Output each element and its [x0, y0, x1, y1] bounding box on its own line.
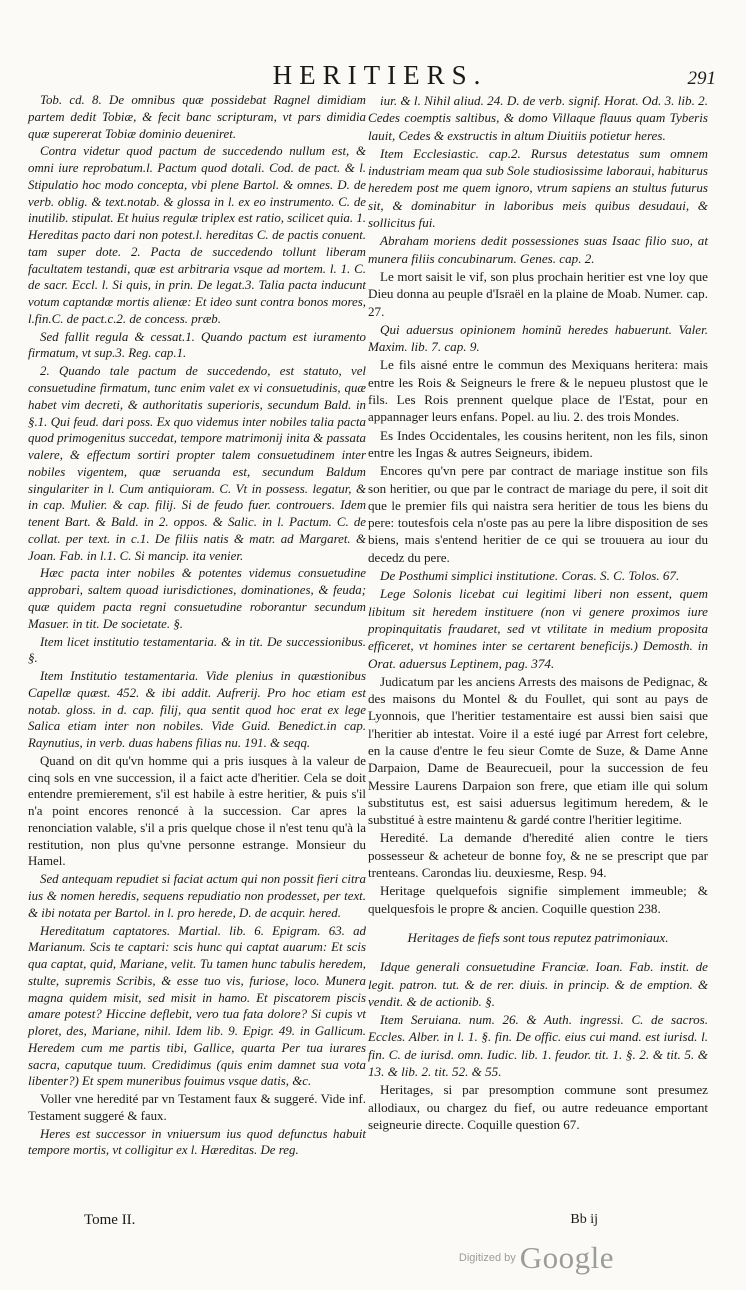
- paragraph: Sed fallit regula & cessat.1. Quando pactum est iuramento firmatum, vt sup.3. Reg. cap.1.: [28, 329, 366, 361]
- right-column: [368, 92, 708, 1134]
- paragraph: Qui aduersus opinionem hominũ heredes habuerunt. Valer. Maxim. lib. 7. cap. 9.: [368, 321, 708, 355]
- paragraph: Judicatum par les anciens Arrests des maisons de Pedignac, & des maisons du Montel & du Foullet, qui sont au pays de Lyonnois, que l'heritier testamentaire est aussi bien saisi que l'heritier ab intestat. Voire il a esté iugé par Arrest fort celebre, en la cause d'entre le feu sieur Comte de Suze, & Dame Anne Darpaion, Dame de Beaurecueil, pour la succession de feu Messire Laurens Darpaion son frere, que etiam ille qui solum substitutus est, est saisi aduersus legitimum heredem, & le substitué à estre maintenu & gardé contre l'heritier legitime.: [368, 673, 708, 828]
- paragraph: Le fils aisné entre le commun des Mexiquans heritera: mais entre les Rois & Seigneurs le frere & le nepueu plustost que le fils. Les Rois prennent quelque place de l'Estat, pour en appannager leurs enfans. Popel. au liu. 2. des trois Mondes.: [368, 357, 708, 425]
- paragraph: Abraham moriens dedit possessiones suas Isaac filio suo, at munera filiis concubinarum. Genes. cap. 2.: [368, 233, 708, 266]
- page-number: 291: [687, 68, 716, 89]
- volume-label: Tome II.: [84, 1212, 136, 1228]
- paragraph: Item Ecclesiastic. cap.2. Rursus detestatus sum omnem industriam meam qua sub Sole studiosissime laboraui, habiturus heredem post me quem ignoro, vtrum sapiens an stultus futurus sit, & dominabitur in laboribus meis quibus desudaui, & sollicitus fui.: [368, 145, 708, 231]
- paragraph: Es Indes Occidentales, les cousins heritent, non les fils, sinon entre les Ingas & autres Seigneurs, ibidem.: [368, 427, 708, 460]
- paragraph: Le mort saisit le vif, son plus prochain heritier est vne loy que Dieu donna au peuple d'Israël en la plaine de Moab. Numer. cap. 27.: [368, 268, 708, 319]
- paragraph: Hereditatum captatores. Martial. lib. 6. Epigram. 63. ad Marianum. Scis te captari: scis hunc qui captat auarum: Et scis qua captat, quid, Mariane, velit. Tu tamen hunc tabulis heredem, stulte, supremis Scribis, & esse tuo vis, furiose, loco. Munera magna quidem misit, sed misit in hamo. Et piscatorem piscis amare potest? Hiccine deflebit, vero tua fata dolore? Si cupis vt ploret, des, Mariane, nihil. Idem lib. 9. Epigr. 49. in Gallicum. Heredem cum me partis tibi, Gallice, quarta Per tua iurares sacra, caputque tuum. Credidimus (quis enim damnet sua vota libenter?) Et spem muneribus fouimus vsque datis, &c.: [28, 923, 366, 1089]
- paragraph: Sed antequam repudiet si faciat actum qui non possit fieri citra ius & nomen heredis, sequens repudiatio non prodesset, per text. & ibi notata per Bartol. in l. pro herede, D. de acquir. hered.: [28, 872, 366, 920]
- paragraph: Quand on dit qu'vn homme qui a pris iusques à la valeur de cinq sols en vne succession, il a faict acte d'heritier. Cela se doit entendre premierement, s'il est habile à estre heritier, & puis s'il n'a point encores renoncé à la succession. Car apres la renonciation valable, s'il a pris quelque chose il n'est tenu qu'à la restitution, non plus qu'vne personne estrange. Monsieur du Hamel.: [28, 753, 366, 869]
- paragraph: Item Seruiana. num. 26. & Auth. ingressi. C. de sacros. Eccles. Alber. in l. 1. §. fin. De offic. eius cui mand. est iurisd. l. fin. C. de iurisd. omn. Iudic. lib. 1. feudor. tit. 1. §. 2. & tit. 5. & 13. & lib. 2. tit. 52. & 55.: [368, 1012, 708, 1080]
- paragraph: Tob. cd. 8. De omnibus quæ possidebat Ragnel dimidiam partem dedit Tobiæ, & fecit banc scripturam, vt pars dimidia quæ supererat Tobiæ dominio deueniret.: [28, 93, 366, 141]
- digitized-watermark: [459, 1240, 614, 1276]
- paragraph: iur. & l. Nihil aliud. 24. D. de verb. signif. Horat. Od. 3. lib. 2. Cedes coemptis saltibus, & domo Villaque flauus quam Tyberis lauit, Cedes & exstructis in altum Diuitiis potietur heres.: [368, 93, 708, 143]
- paragraph: Heritage quelquefois signifie simplement immeuble; & quelquesfois le propre & ancien. Coquille question 238.: [368, 883, 708, 916]
- paragraph: Item licet institutio testamentaria. & in tit. De successionibus. §.: [28, 634, 366, 666]
- page-footer: [28, 1212, 716, 1236]
- paragraph: Heritages, si par presomption commune sont presumez allodiaux, ou chargez du fief, ou autre redeuance emportant seigneurie directe. Coquille question 67.: [368, 1082, 708, 1132]
- signature-mark: Bb ij: [570, 1212, 598, 1227]
- paragraph: Contra videtur quod pactum de succedendo nullum est, & omni iure reprobatum.l. Pactum quod dotali. Cod. de pact. & l. Stipulatio hoc modo concepta, vbi plene Bartol. & omnes. D. de verb. oblig. & text.notab. & glossa in l. ex eo instrumento. C. de inutilib. stipulat. Et huius regulæ triplex est ratio, scilicet quia. 1. Hereditas pacto dari non potest.l. hereditas C. de pactis conuent. tam super dote. 2. Pacta de succedendo tollunt liberam facultatem testandi, quæ est arbitraria vsque ad mortem. l. 1. C. de sacr. Eccl. l. Si quis, in prin. De legat.3. Talia pacta inducunt votum captandæ mortis alienæ: Et ideo sunt contra bonos mores, l.fin.C. de pact.c.2. de concess. præb.: [28, 144, 366, 326]
- google-logo: Google: [519, 1240, 614, 1275]
- running-head: [36, 60, 724, 96]
- paragraph: Lege Solonis licebat cui legitimi liberi non essent, quem libitum sit heredem instituere (non vi genere proximos iure propinquitatis fraudaret, sed vt vtilitate in medium proposita efficeret, vt homines inter se certarent beneficijs.) Demosth. in Orat. aduersus Leptinem, pag. 374.: [368, 586, 708, 671]
- paragraph: 2. Quando tale pactum de succedendo, est statuto, vel consuetudine firmatum, tunc enim valet ex vi consuetudinis, quæ habet vim decreti, & authoritatis superioris, secundum Bald. in §.1. Qui feud. dari poss. Ex quo videmus inter nobiles talia pacta quod primogenitus succedat, tempore matrimonij inita & passata valere, & effectum sortiri propter talem consuetudinem inter nobiles vigentem, quæ seruanda est, secundum Baldum singulariter in l. Cum antiquioram. C. Vt in possess. legatur, & in cap. Mulier. & cap. filij. Si de feudo fuer. controuers. Idem tenent Bart. & Bald. in 2. oppos. & Salic. in l. Pactum. C. de collat. per text. in c.1. De filiis natis & matr. ad Margaret. & Joan. Fab. in l.1. C. Si mancip. ita venier.: [28, 364, 366, 563]
- watermark-prefix: Digitized by: [458, 1252, 516, 1264]
- paragraph: Encores qu'vn pere par contract de mariage institue son fils son heritier, ou que par le contract de mariage du pere, il soit dit que le premier fils qui naistra sera heritier de tous les biens du pere: toutesfois cela n'oste pas au pere la libre disposition de ses biens, mais s'entend heritier de ce qui se trouuera au iour du decedz du pere.: [368, 463, 708, 565]
- page-title: HERITIERS.: [272, 60, 488, 90]
- paragraph: Item Institutio testamentaria. Vide plenius in quæstionibus Capellæ quæst. 452. & ibi addit. Aufrerij. Pro hoc etiam est notab. gloss. in d. cap. filij, qua sentit quod hoc erat ex lege Salica etiam inter non nobiles. Vide Guid. Benedict.in cap. Raynutius, in verb. duas habens filias nu. 191. & seqq.: [28, 669, 366, 751]
- paragraph: Heres est successor in vniuersum ius quod defunctus habuit tempore mortis, vt colligitur ex l. Hæreditas. De reg.: [28, 1126, 366, 1158]
- left-column: [28, 92, 366, 1160]
- paragraph: Idque generali consuetudine Franciæ. Ioan. Fab. instit. de legit. patron. tut. & de rer. diuis. in princip. & de emption. & vendit. & de actionib. §.: [368, 959, 708, 1009]
- section-heading: Heritages de fiefs sont tous reputez patrimoniaux.: [407, 929, 669, 945]
- paragraph: Voller vne heredité par vn Testament faux & suggeré. Vide inf. Testament suggeré & faux.: [28, 1092, 366, 1123]
- paragraph: De Posthumi simplici institutione. Coras. S. C. Tolos. 67.: [380, 568, 680, 584]
- paragraph: Hæc pacta inter nobiles & potentes videmus consuetudine approbari, saltem quoad iurisdictiones, dominationes, & feuda; quæ quidem pacta regni consuetudine roborantur secundum Masuer. in tit. De societate. §.: [28, 566, 366, 631]
- paragraph: Heredité. La demande d'heredité alien contre le tiers possesseur & acheteur de bonne foy, & ne se prescript que par trenteans. Carondas liu. deuxiesme, Resp. 94.: [368, 830, 708, 881]
